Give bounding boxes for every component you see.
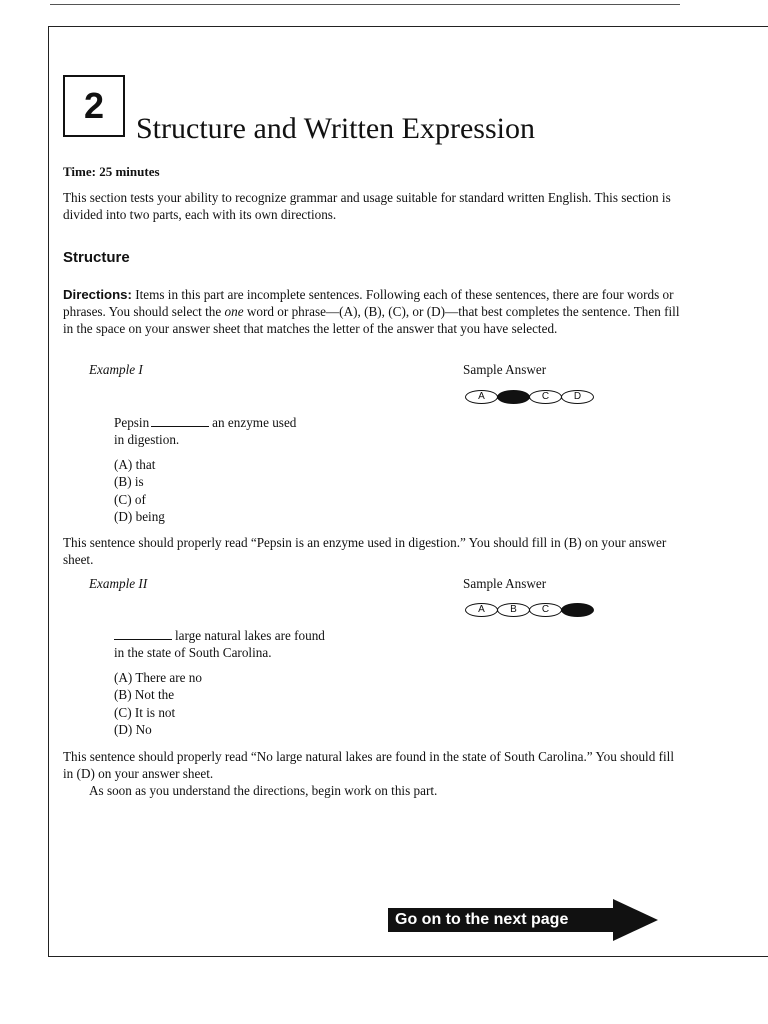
bubble-b-filled — [497, 390, 530, 404]
example-2-question-after: large natural lakes are found — [175, 628, 325, 643]
bubble-b: B — [497, 603, 530, 617]
choice-a: (A) There are no — [114, 670, 202, 685]
choice-a: (A) that — [114, 457, 156, 472]
example-2-question — [114, 627, 325, 661]
example-2-label: Example II — [89, 576, 148, 591]
directions-text-before: Items in this part are incomplete sentences. Following each of these sentences, there are four words or phrases. You should select the — [63, 287, 674, 319]
bubble-c: C — [529, 603, 562, 617]
choice-c: (C) It is not — [114, 704, 176, 720]
example-2-question-line2: in the state of South Carolina. — [114, 645, 272, 660]
bubble-c: C — [529, 390, 562, 404]
example-2-sample-label: Sample Answer — [463, 576, 547, 591]
example-1-label: Example I — [89, 362, 143, 377]
time-limit: Time: 25 minutes — [63, 164, 160, 179]
example-2-choices — [114, 669, 202, 738]
choice-c: (C) of — [114, 491, 146, 507]
answer-blank — [151, 416, 209, 427]
example-1-question-line2: in digestion. — [114, 432, 180, 447]
structure-heading: Structure — [63, 249, 130, 266]
page-frame-left — [48, 26, 49, 957]
page-frame-top — [48, 26, 768, 27]
choice-d: (D) being — [114, 508, 165, 524]
section-number-box: 2 — [63, 75, 125, 137]
page-frame-bottom — [48, 956, 768, 957]
begin-instruction: As soon as you understand the directions, begin work on this part. — [89, 783, 438, 798]
directions-paragraph — [63, 286, 683, 337]
example-1-question-after: an enzyme used — [212, 415, 297, 430]
next-page-label: Go on to the next page — [388, 908, 613, 932]
choice-b: (B) is — [114, 474, 144, 490]
choice-d: (D) No — [114, 721, 152, 737]
next-page-indicator — [388, 899, 668, 941]
example-1-answer-bubbles — [465, 390, 593, 406]
directions-text-after: word or phrase—(A), (B), (C), or (D)—that best completes the sentence. Then fill in the space on your answer sheet that matches the letter of the answer that you have selected. — [63, 304, 680, 336]
example-2-explanation: This sentence should properly read “No large natural lakes are found in the state of South Carolina.” You should fill in (D) on your answer sheet. — [63, 749, 674, 781]
intro-paragraph: This section tests your ability to recognize grammar and usage suitable for standard written English. This section is divided into two parts, each with its own directions. — [63, 190, 671, 222]
choice-b: (B) Not the — [114, 687, 175, 703]
example-1-question — [114, 414, 296, 448]
top-rule — [50, 4, 680, 5]
right-arrow-icon — [613, 899, 658, 941]
directions-label: Directions: — [63, 287, 132, 302]
bubble-d-filled — [561, 603, 594, 617]
bubble-a: A — [465, 603, 498, 617]
example-1-choices — [114, 456, 165, 525]
example-1-sample-label: Sample Answer — [463, 362, 547, 377]
directions-emphasis: one — [224, 304, 244, 319]
example-1-question-before: Pepsin — [114, 415, 150, 430]
example-2-answer-bubbles — [465, 603, 593, 619]
answer-blank — [114, 629, 172, 640]
page-title: Structure and Written Expression — [136, 112, 535, 145]
bubble-d: D — [561, 390, 594, 404]
example-1-explanation: This sentence should properly read “Pepsin is an enzyme used in digestion.” You should fill in (B) on your answer sheet. — [63, 535, 667, 567]
bubble-a: A — [465, 390, 498, 404]
